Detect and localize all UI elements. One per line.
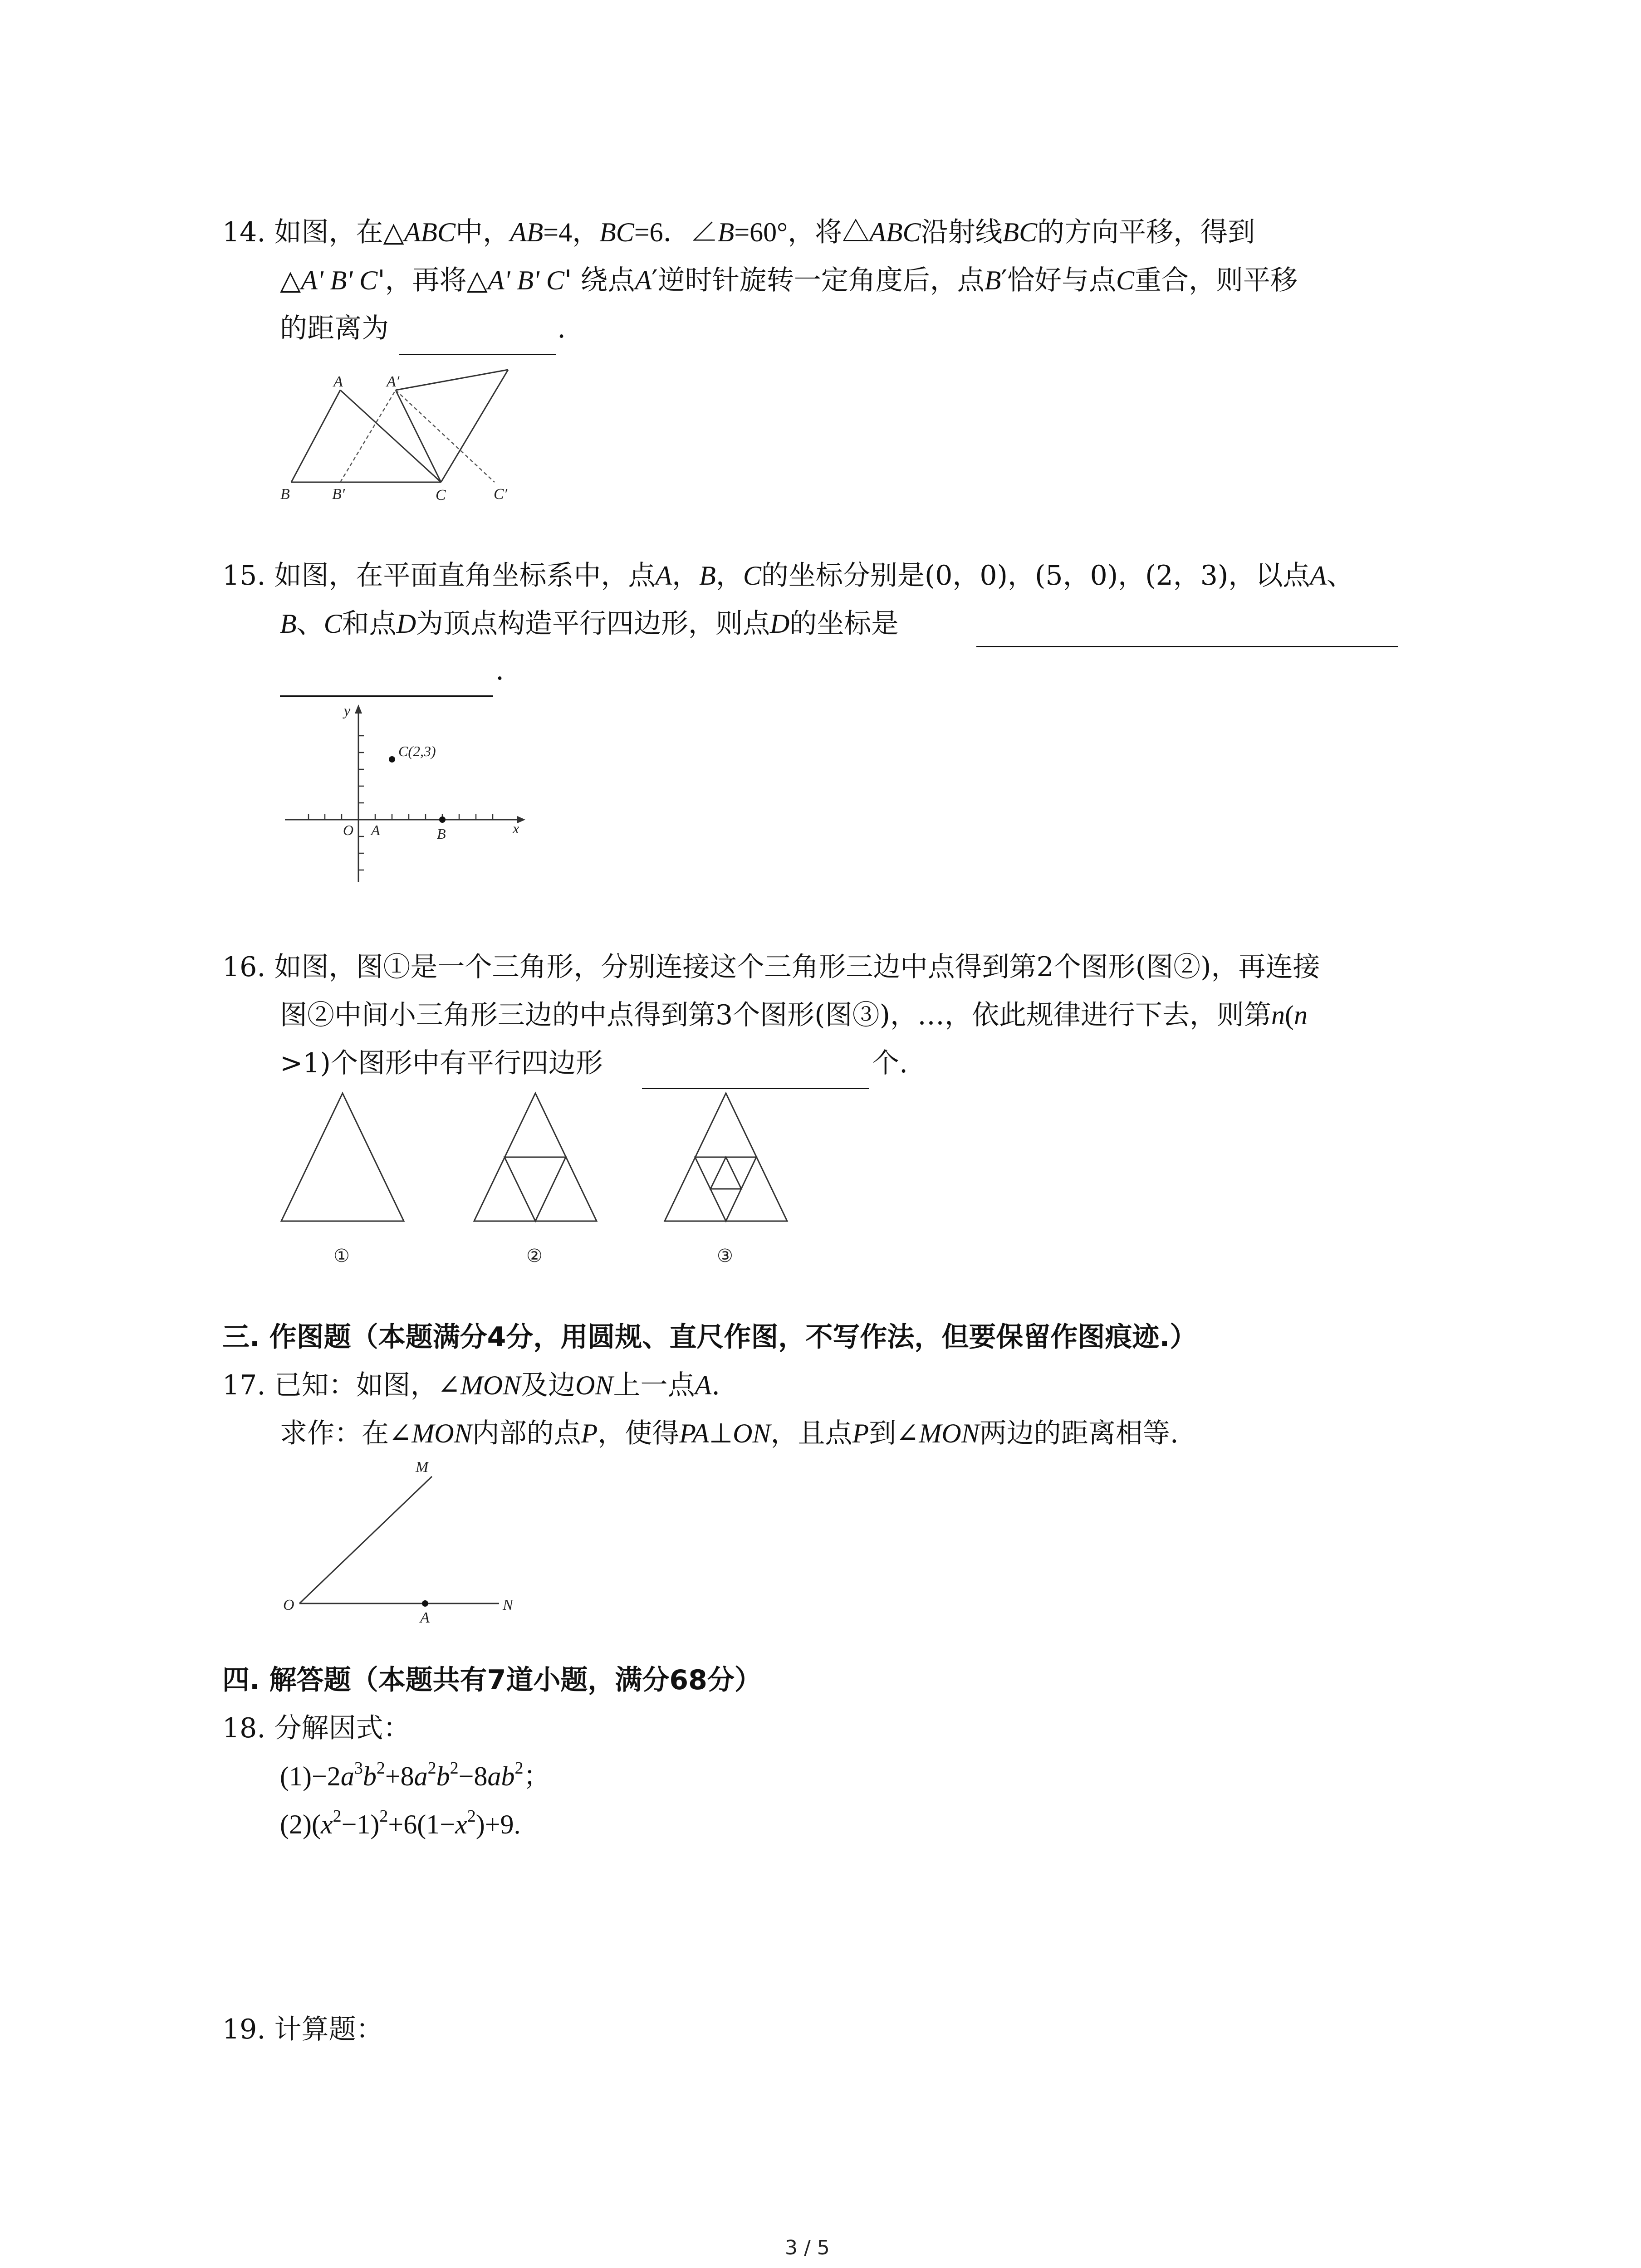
q14-seg-A1C bbox=[396, 390, 441, 482]
q16-fig1-triangle bbox=[281, 1093, 404, 1221]
q14-line1: 14. 如图，在△ABC中，AB=4，BC=6．∠B=60°，将△ABC沿射线BC的方向平移，得到 bbox=[222, 216, 1255, 248]
q14-seg-AC bbox=[340, 390, 441, 482]
q14-number: 14. bbox=[222, 216, 266, 248]
q15-label-y: y bbox=[344, 702, 351, 719]
q16-fig2-mid bbox=[505, 1157, 566, 1221]
q14-line3: 的距离为 bbox=[280, 313, 389, 344]
q15-answer-blank-1[interactable] bbox=[976, 646, 1398, 647]
q16-caption-2: ② bbox=[526, 1246, 543, 1266]
q17-figure bbox=[272, 1458, 526, 1626]
q15-line2: B、C和点D为顶点构造平行四边形，则点D的坐标是 bbox=[280, 608, 899, 640]
q17-line2: 求作：在∠MON内部的点P，使得PA⊥ON，且点P到∠MON两边的距离相等. bbox=[280, 1418, 1179, 1449]
q15-point-C bbox=[389, 756, 395, 763]
q16-caption-1: ① bbox=[333, 1246, 350, 1266]
q17-point-A bbox=[422, 1600, 428, 1607]
q15-label-B: B bbox=[437, 826, 446, 842]
q14-label-B1: B′ bbox=[332, 486, 345, 503]
q16-caption-3: ③ bbox=[717, 1246, 733, 1266]
q17-label-O: O bbox=[283, 1597, 294, 1613]
q14-seg-A1D bbox=[396, 370, 508, 390]
q18-line1: 18. 分解因式： bbox=[222, 1712, 411, 1744]
q17-label-M: M bbox=[416, 1459, 429, 1476]
q14-label-B: B bbox=[280, 486, 290, 503]
q16-figure bbox=[272, 1084, 826, 1275]
q16-fig3-inner bbox=[710, 1157, 741, 1189]
q14-answer-blank[interactable] bbox=[399, 354, 556, 355]
q14-label-A: A bbox=[333, 373, 343, 390]
q15-label-A: A bbox=[371, 822, 380, 838]
q14-dash-A1C1 bbox=[396, 390, 495, 482]
q15-label-O: O bbox=[343, 822, 354, 838]
q16-line3: >1)个图形中有平行四边形 bbox=[280, 1047, 603, 1079]
q15-number: 15. bbox=[222, 560, 266, 591]
page-number: 3 / 5 bbox=[785, 2236, 830, 2259]
q17-label-A: A bbox=[420, 1609, 430, 1626]
q18-part1: $(1)-2a^3b^2+8a^2b^2-8ab^2$； bbox=[280, 1759, 551, 1792]
q14-label-C1: C′ bbox=[494, 486, 508, 503]
q15-y-arrow bbox=[355, 704, 362, 714]
q14-figure bbox=[272, 367, 526, 503]
q15-figure bbox=[277, 701, 531, 891]
q15-label-x: x bbox=[513, 820, 519, 836]
q18-part2: $(2)(x^2-1)^2+6(1-x^2)+9$. bbox=[280, 1807, 521, 1839]
q14-seg-BA bbox=[291, 390, 340, 482]
q19-line1: 19. 计算题： bbox=[222, 2014, 383, 2045]
q17-label-N: N bbox=[503, 1597, 513, 1613]
q14-label-C: C bbox=[436, 487, 446, 503]
q16-line2: 图②中间小三角形三边的中点得到第3个图形(图③)，…，依此规律进行下去，则第n(n bbox=[280, 999, 1308, 1031]
q14-label-A1: A′ bbox=[387, 373, 400, 390]
q15-line1: 15. 如图，在平面直角坐标系中，点A，B，C的坐标分别是(0，0)，(5，0)，(2，3)，以点A、 bbox=[222, 560, 1354, 591]
q15-point-B bbox=[439, 816, 446, 823]
q17-number: 17. bbox=[222, 1369, 266, 1401]
section-4-heading: 四. 解答题（本题共有7道小题，满分68分） bbox=[222, 1664, 762, 1696]
q16-number: 16. bbox=[222, 951, 266, 983]
q15-answer-blank-2[interactable] bbox=[280, 695, 493, 697]
q17-ray-OM bbox=[299, 1476, 432, 1603]
q14-seg-DC bbox=[441, 370, 508, 482]
q14-dash-B1A1 bbox=[340, 390, 396, 482]
section-3-heading: 三. 作图题（本题满分4分，用圆规、直尺作图，不写作法，但要保留作图痕迹.） bbox=[222, 1321, 1197, 1353]
q18-number: 18. bbox=[222, 1712, 266, 1744]
q19-number: 19. bbox=[222, 2014, 266, 2045]
q16-line1: 16. 如图，图①是一个三角形，分别连接这个三角形三边中点得到第2个图形(图②)，再连接 bbox=[222, 951, 1320, 983]
q15-label-C: C(2,3) bbox=[398, 743, 436, 759]
q14-line2: △A' B' C'，再将△A' B' C' 绕点A′逆时针旋转一定角度后，点B′恰好与点C重合，则平移 bbox=[280, 264, 1298, 296]
q17-line1: 17. 已知：如图，∠MON及边ON上一点A. bbox=[222, 1369, 720, 1401]
